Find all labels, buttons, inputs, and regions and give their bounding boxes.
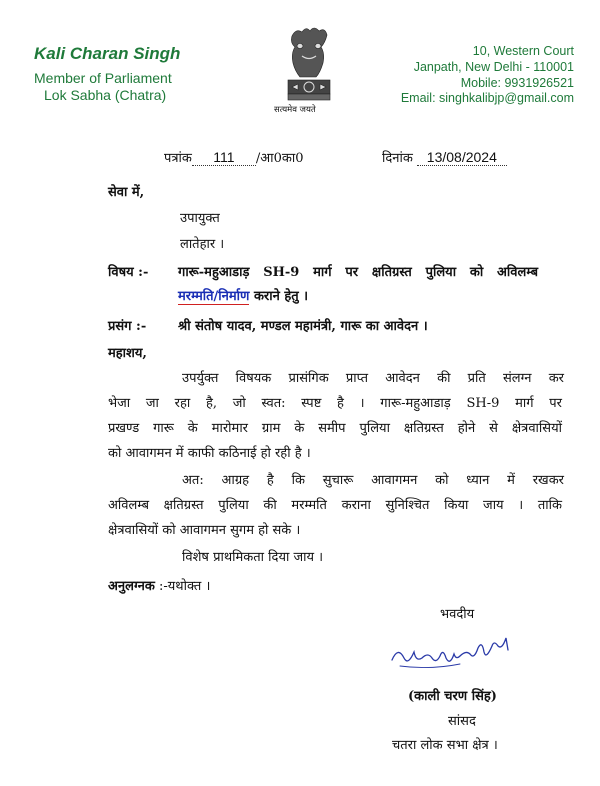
signatory-constituency: चतरा लोक सभा क्षेत्र । xyxy=(392,738,498,753)
sender-name: Kali Charan Singh xyxy=(34,44,181,63)
signatory-name: (काली चरण सिंह) xyxy=(408,689,497,704)
subject-line-1: गारू-महुआडाड़ SH-9 मार्ग पर क्षतिग्रस्त पुलिया को अविलम्ब xyxy=(178,265,538,280)
emblem-motto: सत्यमेव जयते xyxy=(274,105,316,115)
salutation: सेवा में, xyxy=(108,185,145,200)
para1-line-4: को आवागमन में काफी कठिनाई हो रही है । xyxy=(108,446,311,461)
address-line-2: Janpath, New Delhi - 110001 xyxy=(413,60,574,74)
para1-line-1: उपर्युक्त विषयक प्रासंगिक प्राप्त आवेदन की प्रति संलग्न कर xyxy=(182,371,564,386)
para3: विशेष प्राथमिकता दिया जाय । xyxy=(182,550,324,565)
enclosure xyxy=(108,576,210,594)
letter-date xyxy=(382,148,507,166)
recipient-place: लातेहार । xyxy=(180,237,225,252)
recipient-title: उपायुक्त xyxy=(180,211,220,226)
patrank-label: पत्रांक xyxy=(164,151,192,166)
para1-line-3: प्रखण्ड गारू के मारोमार ग्राम के समीप पुलिया क्षतिग्रस्त होने से क्षेत्रवासियों xyxy=(108,421,562,436)
para2-line-3: क्षेत्रवासियों को आवागमन सुगम हो सके । xyxy=(108,523,301,538)
context-text: श्री संतोष यादव, मण्डल महामंत्री, गारू का आवेदन । xyxy=(178,319,428,334)
reference-number xyxy=(164,148,303,166)
mobile-number: Mobile: 9931926521 xyxy=(460,76,574,90)
date-value: 13/08/2024 xyxy=(417,149,507,166)
greeting: महाशय, xyxy=(108,346,147,361)
context-label: प्रसंग :- xyxy=(108,319,147,334)
email-address: Email: singhkalibjp@gmail.com xyxy=(400,91,574,105)
subject-highlight: मरम्मति/निर्माण xyxy=(178,289,250,304)
sender-designation: Member of Parliament xyxy=(34,70,172,86)
enclosure-label: अनुलग्नक xyxy=(108,579,155,594)
enclosure-text: :-यथोक्त । xyxy=(158,579,211,594)
address-line-1: 10, Western Court xyxy=(472,44,574,58)
subject-line-2 xyxy=(178,286,308,304)
signatory-title: सांसद xyxy=(448,714,476,729)
handwritten-signature xyxy=(388,636,548,676)
patrank-suffix: /आ0का0 xyxy=(255,151,304,166)
para2-line-2: अविलम्ब क्षतिग्रस्त पुलिया की मरम्मति कराना सुनिश्चित किया जाय । ताकि xyxy=(108,498,562,513)
subject-tail: कराने हेतु । xyxy=(253,289,309,304)
sender-constituency: Lok Sabha (Chatra) xyxy=(44,87,167,103)
date-label: दिनांक xyxy=(382,151,413,166)
para2-line-1: अत: आग्रह है कि सुचारू आवागमन को ध्यान में रखकर xyxy=(182,473,564,488)
subject-label: विषय :- xyxy=(108,265,149,280)
para1-line-2: भेजा जा रहा है, जो स्वत: स्पष्ट है । गारू-महुआडाड़ SH-9 मार्ग पर xyxy=(108,396,562,411)
closing: भवदीय xyxy=(440,607,475,622)
patrank-value: 111 xyxy=(192,149,256,166)
